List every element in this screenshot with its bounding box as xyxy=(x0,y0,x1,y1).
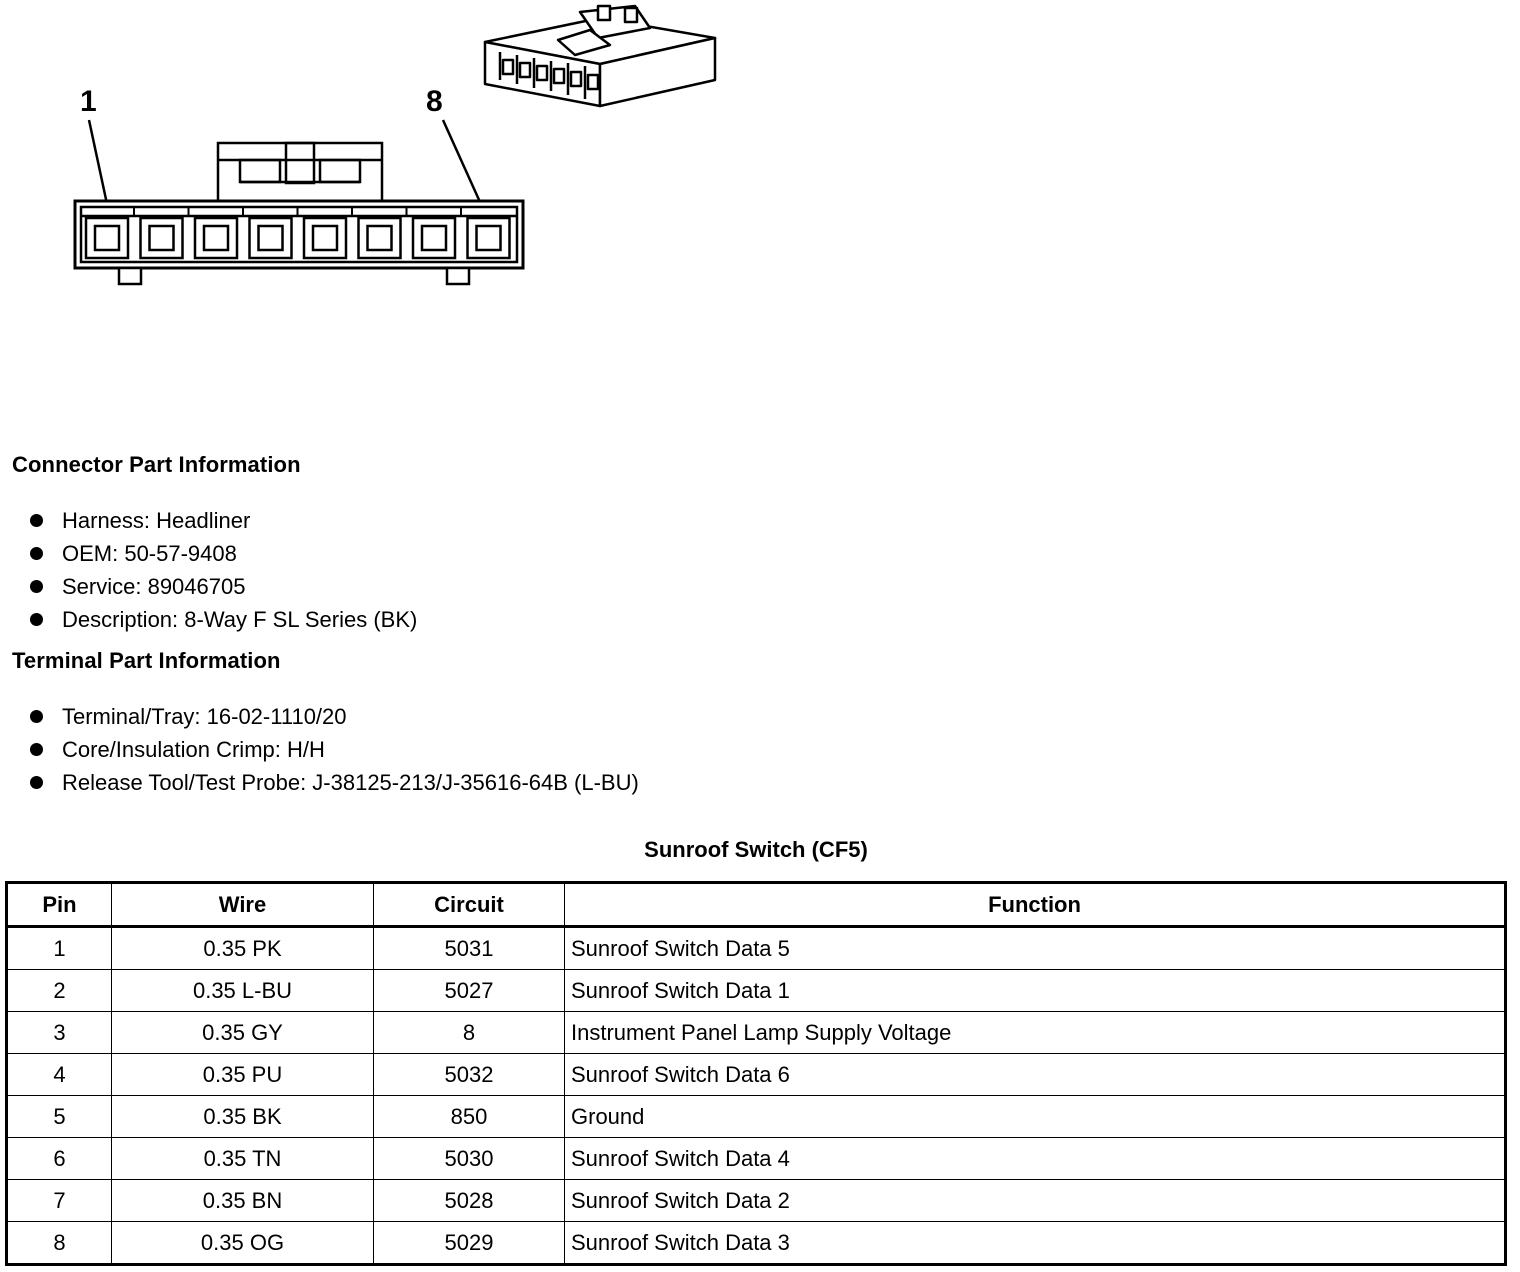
list-item: Terminal/Tray: 16-02-1110/20 xyxy=(30,700,639,733)
cell-pin: 3 xyxy=(7,1012,112,1054)
cell-function: Sunroof Switch Data 2 xyxy=(565,1180,1506,1222)
bullet-icon xyxy=(30,580,43,593)
terminal-info-heading: Terminal Part Information xyxy=(12,648,281,673)
cell-circuit: 5031 xyxy=(374,927,565,970)
table-row xyxy=(7,1054,1506,1096)
cell-circuit: 5030 xyxy=(374,1138,565,1180)
pin-table xyxy=(5,881,1507,1266)
cell-function: Sunroof Switch Data 4 xyxy=(565,1138,1506,1180)
cell-function: Sunroof Switch Data 1 xyxy=(565,970,1506,1012)
cell-wire: 0.35 L-BU xyxy=(112,970,374,1012)
cell-wire: 0.35 GY xyxy=(112,1012,374,1054)
list-item: Core/Insulation Crimp: H/H xyxy=(30,733,639,766)
table-header-row xyxy=(7,883,1506,927)
terminal-info-list xyxy=(30,700,639,799)
cell-pin: 2 xyxy=(7,970,112,1012)
table-row xyxy=(7,1096,1506,1138)
table-caption: Sunroof Switch (CF5) xyxy=(644,837,868,862)
connector-3d-view xyxy=(485,6,715,106)
connector-diagram xyxy=(0,0,760,320)
cell-circuit: 8 xyxy=(374,1012,565,1054)
cell-function: Sunroof Switch Data 5 xyxy=(565,927,1506,970)
bullet-icon xyxy=(30,514,43,527)
bullet-icon xyxy=(30,710,43,723)
pin-8-label: 8 xyxy=(426,85,443,118)
cell-pin: 4 xyxy=(7,1054,112,1096)
cell-wire: 0.35 PU xyxy=(112,1054,374,1096)
table-row xyxy=(7,1012,1506,1054)
cell-pin: 5 xyxy=(7,1096,112,1138)
cell-pin: 1 xyxy=(7,927,112,970)
cell-wire: 0.35 PK xyxy=(112,927,374,970)
column-header-pin: Pin xyxy=(7,883,112,927)
cell-function: Instrument Panel Lamp Supply Voltage xyxy=(565,1012,1506,1054)
cell-pin: 6 xyxy=(7,1138,112,1180)
cell-pin: 7 xyxy=(7,1180,112,1222)
cell-wire: 0.35 OG xyxy=(112,1222,374,1265)
cell-circuit: 5032 xyxy=(374,1054,565,1096)
list-item: Harness: Headliner xyxy=(30,504,417,537)
bullet-icon xyxy=(30,743,43,756)
bullet-icon xyxy=(30,613,43,626)
cavity-8 xyxy=(468,218,510,258)
cell-circuit: 850 xyxy=(374,1096,565,1138)
cell-circuit: 5027 xyxy=(374,970,565,1012)
table-row xyxy=(7,1138,1506,1180)
cell-wire: 0.35 BN xyxy=(112,1180,374,1222)
list-item: Description: 8-Way F SL Series (BK) xyxy=(30,603,417,636)
list-item: Release Tool/Test Probe: J-38125-213/J-35616-64B (L-BU) xyxy=(30,766,639,799)
pin-1-label: 1 xyxy=(80,85,97,118)
connector-info-list xyxy=(30,504,417,636)
column-header-function: Function xyxy=(565,883,1506,927)
cell-wire: 0.35 TN xyxy=(112,1138,374,1180)
bullet-icon xyxy=(30,547,43,560)
table-row xyxy=(7,970,1506,1012)
cell-wire: 0.35 BK xyxy=(112,1096,374,1138)
column-header-wire: Wire xyxy=(112,883,374,927)
cell-function: Sunroof Switch Data 6 xyxy=(565,1054,1506,1096)
table-row xyxy=(7,1180,1506,1222)
cell-pin: 8 xyxy=(7,1222,112,1265)
cell-circuit: 5028 xyxy=(374,1180,565,1222)
table-body xyxy=(7,927,1506,1265)
connector-face-view xyxy=(75,143,523,284)
table-row xyxy=(7,1222,1506,1265)
list-item: Service: 89046705 xyxy=(30,570,417,603)
list-item: OEM: 50-57-9408 xyxy=(30,537,417,570)
cell-function: Ground xyxy=(565,1096,1506,1138)
table-row xyxy=(7,927,1506,970)
connector-info-heading: Connector Part Information xyxy=(12,452,301,477)
cell-circuit: 5029 xyxy=(374,1222,565,1265)
column-header-circuit: Circuit xyxy=(374,883,565,927)
bullet-icon xyxy=(30,776,43,789)
cell-function: Sunroof Switch Data 3 xyxy=(565,1222,1506,1265)
